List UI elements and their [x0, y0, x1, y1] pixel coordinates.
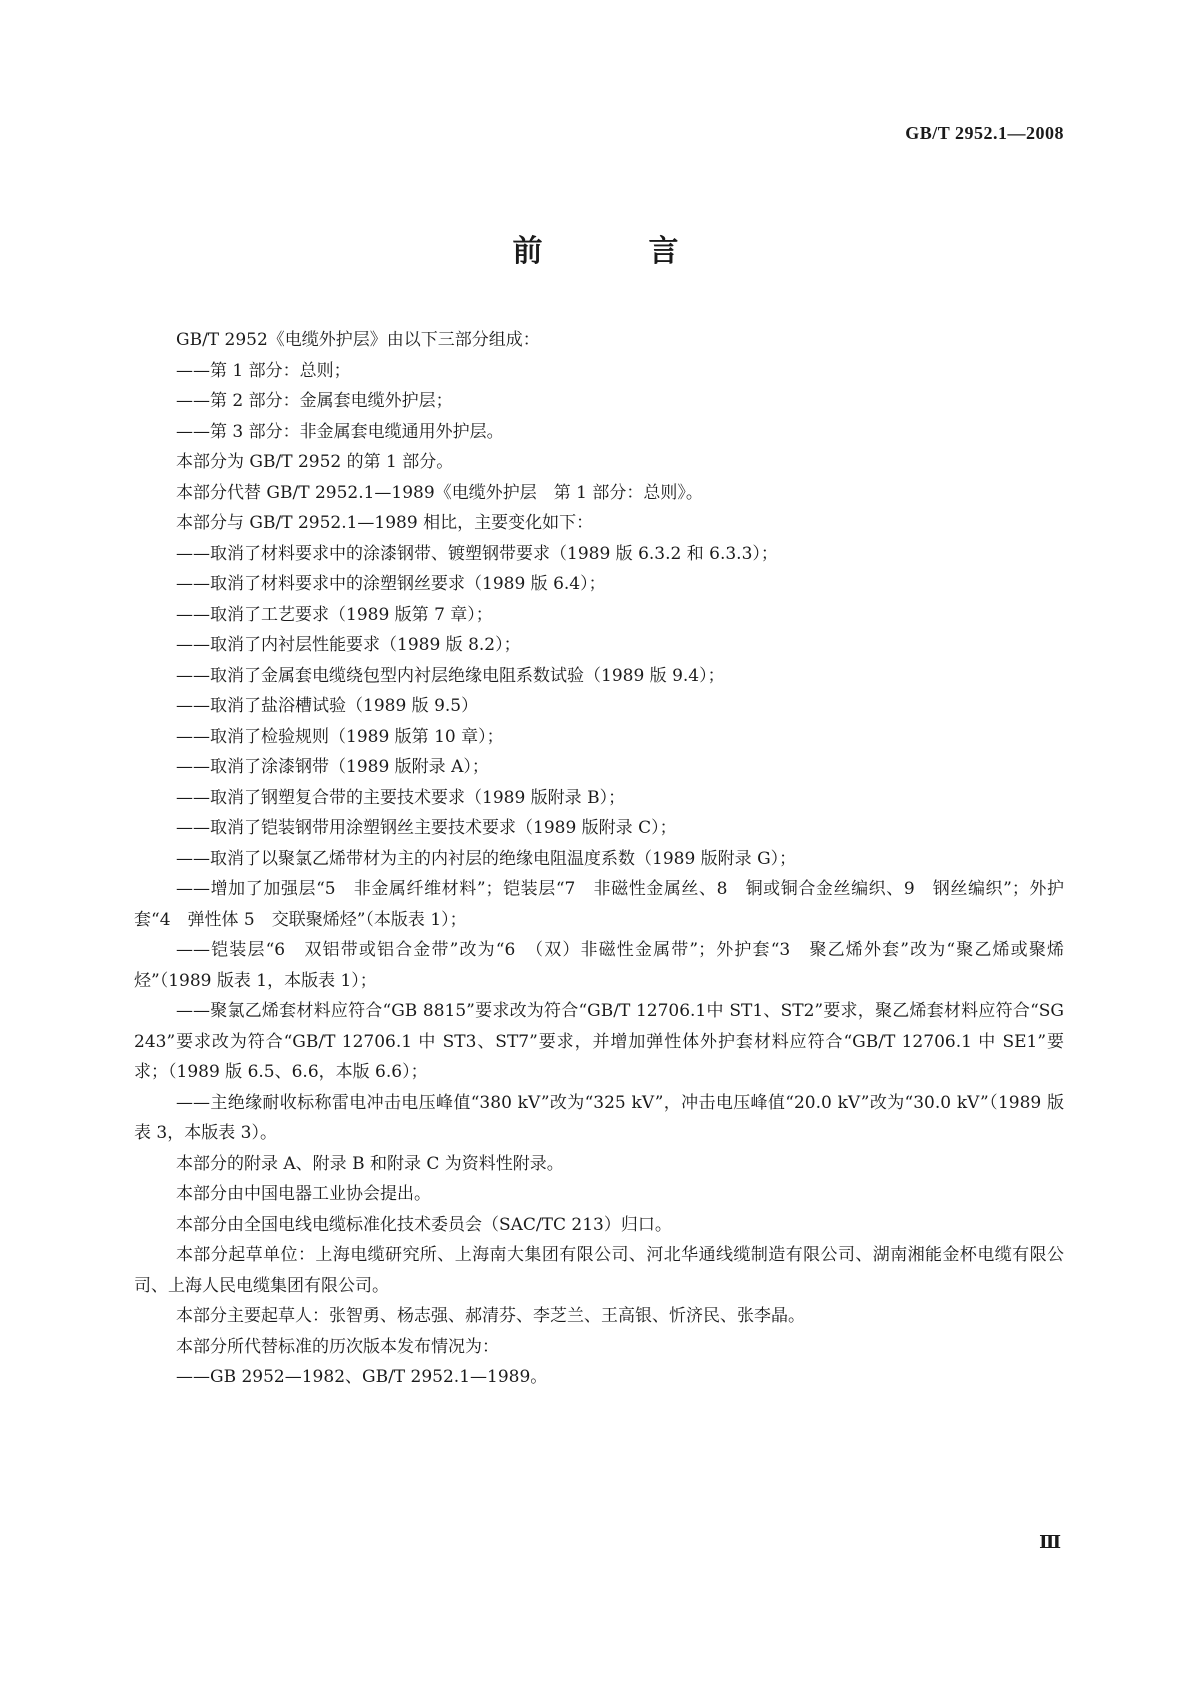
paragraph: 本部分主要起草人：张智勇、杨志强、郝清芬、李芝兰、王高银、忻济民、张李晶。 — [176, 1306, 805, 1326]
paragraph: 本部分与 GB/T 2952.1—1989 相比，主要变化如下： — [176, 513, 594, 533]
paragraph: 本部分由全国电线电缆标准化技术委员会（SAC/TC 213）归口。 — [176, 1214, 672, 1235]
paragraph: 本部分代替 GB/T 2952.1—1989《电缆外护层 第 1 部分：总则》。 — [176, 482, 703, 503]
list-item: ——取消了铠装钢带用涂塑钢丝主要技术要求（1989 版附录 C）； — [176, 818, 677, 838]
list-item: ——取消了工艺要求（1989 版第 7 章）； — [176, 604, 493, 625]
list-item: ——取消了以聚氯乙烯带材为主的内衬层的绝缘电阻温度系数（1989 版附录 G）； — [176, 848, 797, 869]
paragraph: 本部分为 GB/T 2952 的第 1 部分。 — [176, 452, 454, 472]
list-item: ——取消了检验规则（1989 版第 10 章）； — [176, 726, 504, 747]
list-item: ——取消了材料要求中的涂漆钢带、镀塑钢带要求（1989 版 6.3.2 和 6.3.3）； — [176, 543, 778, 564]
paragraph: 本部分所代替标准的历次版本发布情况为： — [176, 1336, 499, 1357]
list-item: ——铠装层“6 双铝带或铝合金带”改为“6 （双）非磁性金属带”；外护套“3 聚乙烯外套”改为“聚乙烯或聚烯烃”（1989 版表 1，本版表 1）； — [134, 940, 1064, 991]
paragraph: 本部分由中国电器工业协会提出。 — [176, 1184, 431, 1204]
page-title: 前 言 — [512, 234, 717, 269]
paragraph: 本部分的附录 A、附录 B 和附录 C 为资料性附录。 — [176, 1153, 564, 1174]
list-item: ——第 1 部分：总则； — [176, 360, 351, 381]
list-item: ——取消了盐浴槽试验（1989 版 9.5） — [176, 696, 479, 716]
list-item: ——第 2 部分：金属套电缆外护层； — [176, 391, 453, 411]
standard-code: GB/T 2952.1—2008 — [905, 123, 1064, 143]
paragraph: GB/T 2952《电缆外护层》由以下三部分组成： — [176, 330, 540, 350]
page-number: Ⅲ — [1039, 1532, 1061, 1552]
list-item: ——第 3 部分：非金属套电缆通用外护层。 — [176, 421, 504, 442]
list-item: ——取消了材料要求中的涂塑钢丝要求（1989 版 6.4）； — [176, 574, 606, 594]
paragraph: 本部分起草单位：上海电缆研究所、上海南大集团有限公司、河北华通线缆制造有限公司、湖南湘能金杯电缆有限公司、上海人民电缆集团有限公司。 — [134, 1245, 1064, 1296]
list-item: ——聚氯乙烯套材料应符合“GB 8815”要求改为符合“GB/T 12706.1中 ST1、ST2”要求，聚乙烯套材料应符合“SG 243”要求改为符合“GB/T 12706.1 中 ST3、ST7”要求，并增加弹性体外护套材料应符合“GB/T 12706.1 中 SE1”要求；（1989 版 6.5、6.6，本版 6.6）； — [134, 1001, 1064, 1082]
list-item: ——取消了钢塑复合带的主要技术要求（1989 版附录 B）； — [176, 787, 626, 808]
list-item: ——取消了涂漆钢带（1989 版附录 A）； — [176, 757, 489, 777]
foreword-body — [134, 325, 1064, 1393]
list-item: ——主绝缘耐收标称雷电冲击电压峰值“380 kV”改为“325 kV”，冲击电压峰值“20.0 kV”改为“30.0 kV”（1989 版表 3，本版表 3）。 — [134, 1092, 1064, 1143]
list-item: ——取消了金属套电缆绕包型内衬层绝缘电阻系数试验（1989 版 9.4）； — [176, 665, 725, 686]
list-item: ——取消了内衬层性能要求（1989 版 8.2）； — [176, 635, 521, 655]
list-item: ——GB 2952—1982、GB/T 2952.1—1989。 — [176, 1367, 548, 1387]
list-item: ——增加了加强层“5 非金属纤维材料”；铠装层“7 非磁性金属丝、8 铜或铜合金丝编织、9 钢丝编织”；外护套“4 弹性体 5 交联聚烯烃”（本版表 1）； — [134, 879, 1064, 930]
